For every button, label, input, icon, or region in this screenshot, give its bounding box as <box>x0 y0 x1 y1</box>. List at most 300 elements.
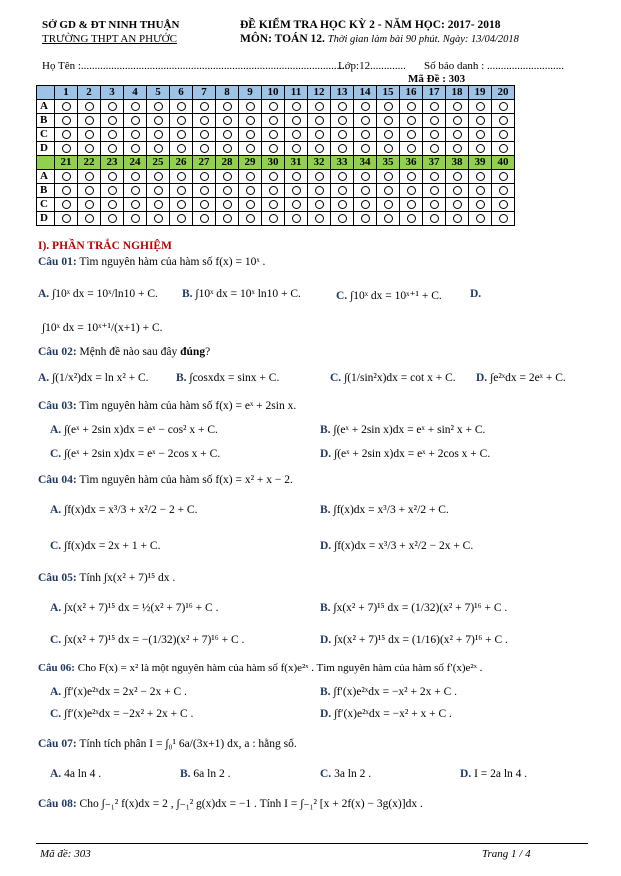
answer-bubble-cell[interactable] <box>55 142 78 156</box>
answer-bubble-cell[interactable] <box>239 142 262 156</box>
q5-option-c[interactable]: C. ∫x(x² + 7)¹⁵ dx = −(1/32)(x² + 7)¹⁶ + C . <box>50 634 245 646</box>
answer-bubble-cell[interactable] <box>262 170 285 184</box>
answer-bubble-cell[interactable] <box>492 170 515 184</box>
answer-bubble-cell[interactable] <box>469 212 492 226</box>
answer-bubble-cell[interactable] <box>354 184 377 198</box>
answer-bubble-cell[interactable] <box>354 100 377 114</box>
answer-bubble-cell[interactable] <box>285 212 308 226</box>
answer-bubble-cell[interactable] <box>446 198 469 212</box>
q7-option-c[interactable]: C. 3a ln 2 . <box>320 768 372 780</box>
answer-bubble-cell[interactable] <box>262 100 285 114</box>
class-field[interactable]: Lớp:12............. <box>338 60 406 72</box>
bubble-icon <box>361 144 370 153</box>
q2-option-b[interactable]: B. ∫cosxdx = sinx + C. <box>176 372 280 384</box>
answer-bubble-cell[interactable] <box>239 198 262 212</box>
answer-bubble-cell[interactable] <box>78 100 101 114</box>
answer-bubble-cell[interactable] <box>55 170 78 184</box>
bubble-icon <box>131 116 140 125</box>
q5-option-d[interactable]: D. ∫x(x² + 7)¹⁵ dx = (1/16)(x² + 7)¹⁶ + C . <box>320 634 508 646</box>
bubble-icon <box>85 214 94 223</box>
answer-bubble-cell[interactable] <box>147 212 170 226</box>
q1-option-c[interactable]: C. ∫10ˣ dx = 10ˣ⁺¹ + C. <box>336 290 442 302</box>
bubble-icon <box>453 116 462 125</box>
bubble-icon <box>154 172 163 181</box>
bubble-icon <box>85 116 94 125</box>
bubble-icon <box>361 172 370 181</box>
bubble-icon <box>131 144 140 153</box>
answer-bubble-cell[interactable] <box>216 142 239 156</box>
answer-bubble-cell[interactable] <box>469 128 492 142</box>
answer-bubble-cell[interactable] <box>78 198 101 212</box>
bubble-icon <box>154 102 163 111</box>
answer-bubble-cell[interactable] <box>400 198 423 212</box>
bubble-icon <box>246 144 255 153</box>
bubble-icon <box>476 172 485 181</box>
answer-bubble-cell[interactable] <box>147 114 170 128</box>
answer-bubble-cell[interactable] <box>377 170 400 184</box>
answer-bubble-cell[interactable] <box>147 128 170 142</box>
bubble-icon <box>200 186 209 195</box>
sbd-field[interactable]: Số báo danh : ............................ <box>424 60 564 72</box>
answer-bubble-cell[interactable] <box>124 100 147 114</box>
answer-bubble-cell[interactable] <box>446 184 469 198</box>
answer-bubble-cell[interactable] <box>492 114 515 128</box>
answer-bubble-cell[interactable] <box>400 114 423 128</box>
bubble-icon <box>108 144 117 153</box>
bubble-icon <box>85 186 94 195</box>
question-number: 35 <box>377 156 400 170</box>
answer-bubble-cell[interactable] <box>423 170 446 184</box>
answer-bubble-cell[interactable] <box>308 170 331 184</box>
answer-bubble-cell[interactable] <box>400 100 423 114</box>
answer-bubble-cell[interactable] <box>78 128 101 142</box>
answer-bubble-cell[interactable] <box>193 198 216 212</box>
bubble-icon <box>361 116 370 125</box>
bubble-icon <box>338 186 347 195</box>
bubble-icon <box>499 186 508 195</box>
answer-bubble-cell[interactable] <box>147 184 170 198</box>
bubble-icon <box>246 186 255 195</box>
bubble-icon <box>430 116 439 125</box>
question-number: 39 <box>469 156 492 170</box>
answer-bubble-cell[interactable] <box>354 212 377 226</box>
answer-bubble-cell[interactable] <box>239 212 262 226</box>
bubble-icon <box>384 172 393 181</box>
answer-bubble-cell[interactable] <box>423 142 446 156</box>
bubble-icon <box>269 172 278 181</box>
q3-option-c[interactable]: C. ∫(eˣ + 2sin x)dx = eˣ − 2cos x + C. <box>50 448 221 460</box>
answer-bubble-cell[interactable] <box>55 184 78 198</box>
answer-bubble-cell[interactable] <box>55 212 78 226</box>
bubble-icon <box>430 214 439 223</box>
answer-bubble-cell[interactable] <box>469 114 492 128</box>
q1-option-b[interactable]: B. ∫10ˣ dx = 10ˣ ln10 + C. <box>182 288 301 300</box>
answer-bubble-cell[interactable] <box>308 128 331 142</box>
answer-bubble-cell[interactable] <box>285 170 308 184</box>
answer-bubble-cell[interactable] <box>377 128 400 142</box>
question-number: 33 <box>331 156 354 170</box>
bubble-icon <box>338 144 347 153</box>
answer-bubble-cell[interactable] <box>216 128 239 142</box>
bubble-icon <box>62 172 71 181</box>
answer-bubble-cell[interactable] <box>55 198 78 212</box>
answer-bubble-cell[interactable] <box>78 114 101 128</box>
question-number: 24 <box>124 156 147 170</box>
bubble-icon <box>499 144 508 153</box>
answer-bubble-cell[interactable] <box>78 184 101 198</box>
answer-bubble-cell[interactable] <box>331 128 354 142</box>
answer-bubble-cell[interactable] <box>308 142 331 156</box>
q6-option-c[interactable]: C. ∫f′(x)e²ˣdx = −2x² + 2x + C . <box>50 708 194 720</box>
answer-bubble-cell[interactable] <box>193 114 216 128</box>
bubble-icon <box>292 172 301 181</box>
footer-exam-code: Mã đề: 303 <box>40 848 91 860</box>
q7-option-d[interactable]: D. I = 2a ln 4 . <box>460 768 528 780</box>
q4-option-b[interactable]: B. ∫f(x)dx = x³/3 + x²/2 + C. <box>320 504 449 516</box>
question-number: 4 <box>124 86 147 100</box>
answer-bubble-cell[interactable] <box>262 114 285 128</box>
bubble-icon <box>85 144 94 153</box>
answer-bubble-cell[interactable] <box>400 142 423 156</box>
question-number: 37 <box>423 156 446 170</box>
answer-bubble-cell[interactable] <box>193 212 216 226</box>
q6-option-a[interactable]: A. ∫f′(x)e²ˣdx = 2x² − 2x + C . <box>50 686 187 698</box>
answer-bubble-cell[interactable] <box>354 198 377 212</box>
question-number: 36 <box>400 156 423 170</box>
answer-bubble-cell[interactable] <box>170 114 193 128</box>
answer-bubble-cell[interactable] <box>377 184 400 198</box>
answer-bubble-cell[interactable] <box>446 128 469 142</box>
question-number: 6 <box>170 86 193 100</box>
answer-bubble-cell[interactable] <box>239 114 262 128</box>
answer-bubble-cell[interactable] <box>101 114 124 128</box>
answer-bubble-cell[interactable] <box>423 100 446 114</box>
answer-bubble-cell[interactable] <box>285 100 308 114</box>
bubble-icon <box>154 186 163 195</box>
q1-option-d[interactable]: ∫10ˣ dx = 10ˣ⁺¹/(x+1) + C. <box>42 322 163 334</box>
answer-bubble-cell[interactable] <box>147 100 170 114</box>
bubble-icon <box>131 130 140 139</box>
q1-option-a[interactable]: A. ∫10ˣ dx = 10ˣ/ln10 + C. <box>38 288 158 300</box>
bubble-icon <box>177 116 186 125</box>
answer-bubble-cell[interactable] <box>354 142 377 156</box>
question-6: Câu 06: Cho F(x) = x² là một nguyên hàm của hàm số f(x)e²ˣ . Tìm nguyên hàm của hàm số f′(x)e²ˣ . <box>38 662 483 674</box>
bubble-icon <box>177 144 186 153</box>
bubble-icon <box>338 116 347 125</box>
question-number: 28 <box>216 156 239 170</box>
answer-bubble-cell[interactable] <box>124 212 147 226</box>
question-number: 40 <box>492 156 515 170</box>
answer-bubble-cell[interactable] <box>400 170 423 184</box>
answer-bubble-cell[interactable] <box>354 128 377 142</box>
answer-bubble-cell[interactable] <box>124 142 147 156</box>
answer-bubble-cell[interactable] <box>423 114 446 128</box>
answer-bubble-cell[interactable] <box>469 184 492 198</box>
answer-bubble-cell[interactable] <box>308 184 331 198</box>
answer-bubble-cell[interactable] <box>170 128 193 142</box>
answer-bubble-cell[interactable] <box>423 212 446 226</box>
bubble-icon <box>361 130 370 139</box>
answer-bubble-cell[interactable] <box>446 170 469 184</box>
q5-option-b[interactable]: B. ∫x(x² + 7)¹⁵ dx = (1/32)(x² + 7)¹⁶ + C . <box>320 602 508 614</box>
answer-bubble-cell[interactable] <box>446 114 469 128</box>
q2-option-c[interactable]: C. ∫(1/sin²x)dx = cot x + C. <box>330 372 456 384</box>
bubble-icon <box>200 200 209 209</box>
bubble-icon <box>154 200 163 209</box>
q6-option-d[interactable]: D. ∫f′(x)e²ˣdx = −x² + x + C . <box>320 708 452 720</box>
bubble-icon <box>62 102 71 111</box>
answer-bubble-cell[interactable] <box>469 170 492 184</box>
q3-option-b[interactable]: B. ∫(eˣ + 2sin x)dx = eˣ + sin² x + C. <box>320 424 486 436</box>
answer-bubble-cell[interactable] <box>78 212 101 226</box>
answer-bubble-cell[interactable] <box>147 170 170 184</box>
answer-bubble-cell[interactable] <box>193 184 216 198</box>
answer-bubble-cell[interactable] <box>55 128 78 142</box>
answer-bubble-cell[interactable] <box>492 198 515 212</box>
bubble-icon <box>315 144 324 153</box>
answer-bubble-cell[interactable] <box>170 212 193 226</box>
answer-bubble-cell[interactable] <box>285 198 308 212</box>
answer-bubble-cell[interactable] <box>193 128 216 142</box>
answer-bubble-cell[interactable] <box>492 142 515 156</box>
answer-bubble-cell[interactable] <box>239 170 262 184</box>
bubble-icon <box>246 130 255 139</box>
answer-bubble-cell[interactable] <box>124 198 147 212</box>
answer-bubble-cell[interactable] <box>492 128 515 142</box>
answer-bubble-cell[interactable] <box>423 184 446 198</box>
q3-option-a[interactable]: A. ∫(eˣ + 2sin x)dx = eˣ − cos² x + C. <box>50 424 218 436</box>
answer-bubble-cell[interactable] <box>124 170 147 184</box>
answer-row-d <box>37 142 515 156</box>
answer-bubble-cell[interactable] <box>170 170 193 184</box>
answer-bubble-cell[interactable] <box>101 170 124 184</box>
answer-bubble-cell[interactable] <box>147 198 170 212</box>
answer-bubble-cell[interactable] <box>101 142 124 156</box>
q7-option-a[interactable]: A. 4a ln 4 . <box>50 768 102 780</box>
question-number: 15 <box>377 86 400 100</box>
bubble-icon <box>131 214 140 223</box>
answer-row-b <box>37 114 515 128</box>
bubble-icon <box>131 200 140 209</box>
bubble-icon <box>292 116 301 125</box>
bubble-icon <box>430 172 439 181</box>
question-number: 31 <box>285 156 308 170</box>
bubble-icon <box>384 200 393 209</box>
answer-bubble-cell[interactable] <box>239 128 262 142</box>
q6-option-b[interactable]: B. ∫f′(x)e²ˣdx = −x² + 2x + C . <box>320 686 458 698</box>
answer-bubble-cell[interactable] <box>216 184 239 198</box>
answer-bubble-cell[interactable] <box>124 114 147 128</box>
q2-option-d[interactable]: D. ∫e²ˣdx = 2eˣ + C. <box>476 372 566 384</box>
answer-bubble-cell[interactable] <box>492 184 515 198</box>
answer-bubble-cell[interactable] <box>285 114 308 128</box>
answer-bubble-cell[interactable] <box>331 170 354 184</box>
answer-bubble-cell[interactable] <box>492 212 515 226</box>
answer-bubble-cell[interactable] <box>469 198 492 212</box>
answer-bubble-cell[interactable] <box>354 170 377 184</box>
bubble-icon <box>407 172 416 181</box>
answer-bubble-cell[interactable] <box>400 184 423 198</box>
answer-bubble-cell[interactable] <box>147 142 170 156</box>
section-title: I). PHẦN TRẮC NGHIỆM <box>38 240 172 252</box>
bubble-icon <box>315 200 324 209</box>
question-number: 10 <box>262 86 285 100</box>
answer-bubble-cell[interactable] <box>262 142 285 156</box>
answer-bubble-cell[interactable] <box>469 142 492 156</box>
answer-bubble-cell[interactable] <box>331 100 354 114</box>
bubble-icon <box>384 130 393 139</box>
answer-grid <box>36 85 515 226</box>
q4-option-d[interactable]: D. ∫f(x)dx = x³/3 + x²/2 − 2x + C. <box>320 540 474 552</box>
grid-corner <box>37 86 55 100</box>
bubble-icon <box>223 186 232 195</box>
answer-bubble-cell[interactable] <box>377 114 400 128</box>
bubble-icon <box>246 172 255 181</box>
bubble-icon <box>269 116 278 125</box>
q2-option-a[interactable]: A. ∫(1/x²)dx = ln x² + C. <box>38 372 149 384</box>
answer-bubble-cell[interactable] <box>377 212 400 226</box>
q7-option-b[interactable]: B. 6a ln 2 . <box>180 768 231 780</box>
bubble-icon <box>430 130 439 139</box>
answer-bubble-cell[interactable] <box>308 212 331 226</box>
bubble-icon <box>177 200 186 209</box>
answer-bubble-cell[interactable] <box>216 212 239 226</box>
bubble-icon <box>407 200 416 209</box>
option-label: D <box>37 212 55 226</box>
answer-bubble-cell[interactable] <box>262 128 285 142</box>
bubble-icon <box>154 116 163 125</box>
question-number: 21 <box>55 156 78 170</box>
bubble-icon <box>407 130 416 139</box>
answer-bubble-cell[interactable] <box>262 184 285 198</box>
answer-bubble-cell[interactable] <box>101 184 124 198</box>
answer-bubble-cell[interactable] <box>377 100 400 114</box>
bubble-icon <box>269 186 278 195</box>
answer-bubble-cell[interactable] <box>400 212 423 226</box>
bubble-icon <box>108 186 117 195</box>
footer-divider <box>36 843 588 844</box>
bubble-icon <box>246 116 255 125</box>
answer-bubble-cell[interactable] <box>170 142 193 156</box>
answer-bubble-cell[interactable] <box>308 100 331 114</box>
answer-row-c <box>37 198 515 212</box>
exam-code: Mã Đề : 303 <box>408 73 466 85</box>
question-4: Câu 04: Tìm nguyên hàm của hàm số f(x) = x² + x − 2. <box>38 474 293 486</box>
bubble-icon <box>407 102 416 111</box>
answer-bubble-cell[interactable] <box>101 198 124 212</box>
name-field[interactable]: Họ Tên :................................................................................................. <box>42 60 348 72</box>
answer-bubble-cell[interactable] <box>377 198 400 212</box>
answer-bubble-cell[interactable] <box>101 128 124 142</box>
subject-note: Thời gian làm bài 90 phút. Ngày: 13/04/2018 <box>327 34 519 45</box>
answer-bubble-cell[interactable] <box>262 198 285 212</box>
answer-row-a <box>37 100 515 114</box>
answer-bubble-cell[interactable] <box>377 142 400 156</box>
answer-bubble-cell[interactable] <box>308 114 331 128</box>
answer-bubble-cell[interactable] <box>78 142 101 156</box>
bubble-icon <box>338 172 347 181</box>
answer-bubble-cell[interactable] <box>216 100 239 114</box>
answer-bubble-cell[interactable] <box>331 198 354 212</box>
q5-option-a[interactable]: A. ∫x(x² + 7)¹⁵ dx = ½(x² + 7)¹⁶ + C . <box>50 602 219 614</box>
answer-bubble-cell[interactable] <box>446 212 469 226</box>
answer-bubble-cell[interactable] <box>124 128 147 142</box>
answer-bubble-cell[interactable] <box>239 184 262 198</box>
question-5: Câu 05: Tính ∫x(x² + 7)¹⁵ dx . <box>38 572 176 584</box>
q4-option-c[interactable]: C. ∫f(x)dx = 2x + 1 + C. <box>50 540 161 552</box>
bubble-icon <box>384 116 393 125</box>
bubble-icon <box>407 186 416 195</box>
answer-bubble-cell[interactable] <box>262 212 285 226</box>
answer-bubble-cell[interactable] <box>400 128 423 142</box>
bubble-icon <box>292 130 301 139</box>
bubble-icon <box>85 102 94 111</box>
answer-bubble-cell[interactable] <box>170 184 193 198</box>
q3-option-d[interactable]: D. ∫(eˣ + 2sin x)dx = eˣ + 2cos x + C. <box>320 448 491 460</box>
answer-bubble-cell[interactable] <box>446 142 469 156</box>
bubble-icon <box>499 130 508 139</box>
answer-bubble-cell[interactable] <box>193 100 216 114</box>
answer-bubble-cell[interactable] <box>331 142 354 156</box>
answer-bubble-cell[interactable] <box>193 142 216 156</box>
answer-bubble-cell[interactable] <box>331 184 354 198</box>
answer-bubble-cell[interactable] <box>216 170 239 184</box>
answer-bubble-cell[interactable] <box>216 198 239 212</box>
answer-bubble-cell[interactable] <box>354 114 377 128</box>
answer-bubble-cell[interactable] <box>193 170 216 184</box>
answer-bubble-cell[interactable] <box>124 184 147 198</box>
q4-option-a[interactable]: A. ∫f(x)dx = x³/3 + x²/2 − 2 + C. <box>50 504 198 516</box>
bubble-icon <box>407 116 416 125</box>
answer-bubble-cell[interactable] <box>55 114 78 128</box>
answer-bubble-cell[interactable] <box>170 100 193 114</box>
bubble-icon <box>223 200 232 209</box>
bubble-icon <box>315 102 324 111</box>
question-number: 27 <box>193 156 216 170</box>
q1-option-d-label[interactable]: D. <box>470 288 482 300</box>
answer-bubble-cell[interactable] <box>239 100 262 114</box>
answer-bubble-cell[interactable] <box>101 212 124 226</box>
answer-bubble-cell[interactable] <box>423 128 446 142</box>
answer-bubble-cell[interactable] <box>308 198 331 212</box>
bubble-icon <box>476 116 485 125</box>
bubble-icon <box>453 200 462 209</box>
answer-bubble-cell[interactable] <box>101 100 124 114</box>
answer-bubble-cell[interactable] <box>170 198 193 212</box>
answer-grid-header <box>37 86 515 100</box>
question-number: 8 <box>216 86 239 100</box>
answer-bubble-cell[interactable] <box>78 170 101 184</box>
bubble-icon <box>108 116 117 125</box>
answer-bubble-cell[interactable] <box>446 100 469 114</box>
bubble-icon <box>476 200 485 209</box>
answer-bubble-cell[interactable] <box>331 114 354 128</box>
answer-bubble-cell[interactable] <box>285 142 308 156</box>
bubble-icon <box>430 102 439 111</box>
bubble-icon <box>338 200 347 209</box>
answer-bubble-cell[interactable] <box>331 212 354 226</box>
answer-bubble-cell[interactable] <box>55 100 78 114</box>
bubble-icon <box>453 144 462 153</box>
answer-bubble-cell[interactable] <box>492 100 515 114</box>
bubble-icon <box>407 214 416 223</box>
answer-bubble-cell[interactable] <box>285 184 308 198</box>
answer-bubble-cell[interactable] <box>285 128 308 142</box>
answer-bubble-cell[interactable] <box>469 100 492 114</box>
answer-bubble-cell[interactable] <box>423 198 446 212</box>
bubble-icon <box>223 130 232 139</box>
answer-bubble-cell[interactable] <box>216 114 239 128</box>
